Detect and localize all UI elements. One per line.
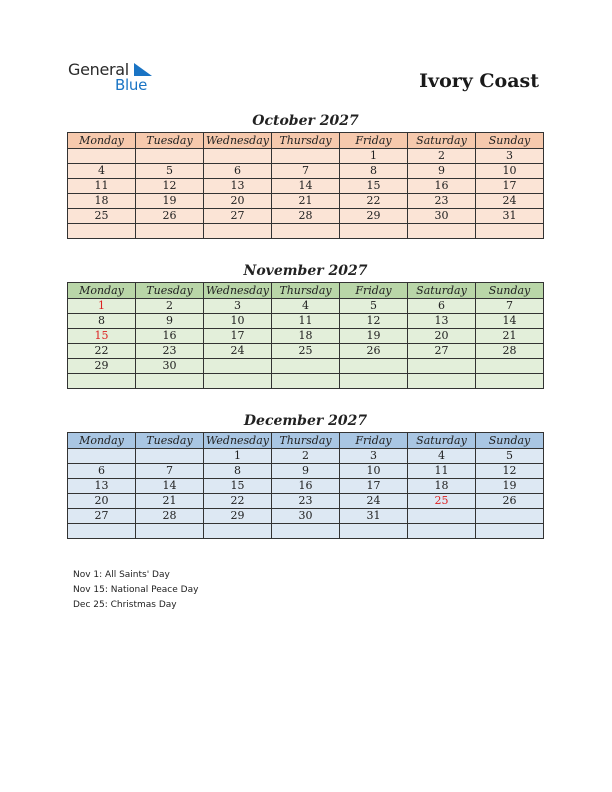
day-cell: 6 xyxy=(68,464,136,479)
day-cell xyxy=(68,149,136,164)
day-cell: 2 xyxy=(408,149,476,164)
week-row xyxy=(68,209,544,224)
day-cell: 24 xyxy=(476,194,544,209)
day-cell: 5 xyxy=(136,164,204,179)
day-cell: 10 xyxy=(476,164,544,179)
month-title: October 2027 xyxy=(252,113,359,129)
week-row xyxy=(68,374,544,389)
day-cell: 21 xyxy=(476,329,544,344)
day-cell: 11 xyxy=(408,464,476,479)
day-cell: 14 xyxy=(272,179,340,194)
week-row xyxy=(68,329,544,344)
day-cell: 27 xyxy=(204,209,272,224)
calendar-body xyxy=(68,299,544,389)
generalblue-logo xyxy=(68,60,168,96)
day-cell: 11 xyxy=(68,179,136,194)
day-cell: 23 xyxy=(136,344,204,359)
weekday-header: Wednesday xyxy=(204,133,272,149)
day-cell xyxy=(476,224,544,239)
day-cell xyxy=(408,374,476,389)
day-cell: 26 xyxy=(476,494,544,509)
month-title: November 2027 xyxy=(243,263,368,279)
day-cell: 17 xyxy=(476,179,544,194)
day-cell: 16 xyxy=(136,329,204,344)
weekday-header: Wednesday xyxy=(204,283,272,299)
day-cell: 13 xyxy=(68,479,136,494)
day-cell xyxy=(476,509,544,524)
day-cell: 30 xyxy=(136,359,204,374)
day-cell xyxy=(340,524,408,539)
day-cell: 29 xyxy=(340,209,408,224)
day-cell: 17 xyxy=(204,329,272,344)
day-cell: 9 xyxy=(408,164,476,179)
day-cell: 25 xyxy=(272,344,340,359)
weekday-header-row xyxy=(68,133,544,149)
day-cell xyxy=(68,449,136,464)
day-cell: 9 xyxy=(272,464,340,479)
weekday-header: Saturday xyxy=(408,433,476,449)
day-cell: 8 xyxy=(204,464,272,479)
weekday-header: Friday xyxy=(340,133,408,149)
day-cell xyxy=(136,149,204,164)
day-cell: 28 xyxy=(272,209,340,224)
day-cell: 15 xyxy=(340,179,408,194)
day-cell: 7 xyxy=(136,464,204,479)
day-cell xyxy=(204,524,272,539)
day-cell: 16 xyxy=(272,479,340,494)
calendar-table xyxy=(67,432,544,539)
week-row xyxy=(68,179,544,194)
day-cell: 22 xyxy=(68,344,136,359)
day-cell: 1 xyxy=(340,149,408,164)
weekday-header: Sunday xyxy=(476,283,544,299)
day-cell: 7 xyxy=(476,299,544,314)
month-november xyxy=(67,262,544,389)
day-cell xyxy=(408,524,476,539)
day-cell: 4 xyxy=(272,299,340,314)
weekday-header: Friday xyxy=(340,283,408,299)
day-cell: 26 xyxy=(136,209,204,224)
day-cell xyxy=(68,224,136,239)
day-cell: 26 xyxy=(340,344,408,359)
day-cell xyxy=(136,374,204,389)
week-row xyxy=(68,479,544,494)
day-cell: 11 xyxy=(272,314,340,329)
day-cell: 23 xyxy=(408,194,476,209)
day-cell: 4 xyxy=(408,449,476,464)
day-cell: 12 xyxy=(136,179,204,194)
day-cell: 20 xyxy=(68,494,136,509)
weekday-header-row xyxy=(68,283,544,299)
day-cell xyxy=(272,224,340,239)
weekday-header: Sunday xyxy=(476,433,544,449)
day-cell: 19 xyxy=(476,479,544,494)
holiday-notes xyxy=(73,568,198,613)
day-cell: 16 xyxy=(408,179,476,194)
day-cell: 28 xyxy=(136,509,204,524)
day-cell: 10 xyxy=(340,464,408,479)
day-cell: 22 xyxy=(204,494,272,509)
holiday-note: Dec 25: Christmas Day xyxy=(73,600,177,610)
day-cell: 22 xyxy=(340,194,408,209)
day-cell: 12 xyxy=(340,314,408,329)
week-row xyxy=(68,164,544,179)
month-october xyxy=(67,112,544,239)
day-cell xyxy=(204,359,272,374)
day-cell: 15 xyxy=(204,479,272,494)
day-cell: 24 xyxy=(204,344,272,359)
day-cell: 21 xyxy=(272,194,340,209)
day-cell xyxy=(204,374,272,389)
day-cell: 27 xyxy=(68,509,136,524)
weekday-header: Saturday xyxy=(408,133,476,149)
weekday-header: Friday xyxy=(340,433,408,449)
day-cell: 18 xyxy=(408,479,476,494)
day-cell xyxy=(136,524,204,539)
week-row xyxy=(68,359,544,374)
week-row xyxy=(68,494,544,509)
day-cell: 21 xyxy=(136,494,204,509)
day-cell: 3 xyxy=(340,449,408,464)
day-cell: 2 xyxy=(272,449,340,464)
day-cell: 3 xyxy=(476,149,544,164)
month-title: December 2027 xyxy=(243,413,368,429)
day-cell: 8 xyxy=(340,164,408,179)
calendar-body xyxy=(68,449,544,539)
day-cell xyxy=(136,224,204,239)
day-cell: 27 xyxy=(408,344,476,359)
day-cell xyxy=(68,524,136,539)
day-cell: 3 xyxy=(204,299,272,314)
day-cell xyxy=(476,374,544,389)
day-cell: 18 xyxy=(68,194,136,209)
week-row xyxy=(68,149,544,164)
day-cell xyxy=(340,374,408,389)
day-cell: 5 xyxy=(476,449,544,464)
week-row xyxy=(68,449,544,464)
day-cell: 5 xyxy=(340,299,408,314)
weekday-header: Thursday xyxy=(272,433,340,449)
month-december xyxy=(67,412,544,539)
country-title: Ivory Coast xyxy=(419,70,539,92)
week-row xyxy=(68,299,544,314)
weekday-header: Tuesday xyxy=(136,133,204,149)
day-cell: 20 xyxy=(408,329,476,344)
weekday-header: Monday xyxy=(68,133,136,149)
day-cell xyxy=(408,509,476,524)
day-cell xyxy=(340,359,408,374)
day-cell: 4 xyxy=(68,164,136,179)
day-cell: 10 xyxy=(204,314,272,329)
week-row xyxy=(68,314,544,329)
day-cell xyxy=(476,359,544,374)
week-row xyxy=(68,509,544,524)
weekday-header: Thursday xyxy=(272,133,340,149)
day-cell: 19 xyxy=(136,194,204,209)
day-cell: 28 xyxy=(476,344,544,359)
day-cell: 31 xyxy=(340,509,408,524)
day-cell: 20 xyxy=(204,194,272,209)
day-cell xyxy=(136,449,204,464)
day-cell: 30 xyxy=(408,209,476,224)
day-cell: 31 xyxy=(476,209,544,224)
calendar-table xyxy=(67,132,544,239)
holiday-note: Nov 15: National Peace Day xyxy=(73,585,199,595)
day-cell xyxy=(476,524,544,539)
day-cell: 12 xyxy=(476,464,544,479)
day-cell: 30 xyxy=(272,509,340,524)
logo-triangle-icon xyxy=(134,63,152,77)
weekday-header-row xyxy=(68,433,544,449)
day-cell: 9 xyxy=(136,314,204,329)
day-cell xyxy=(272,524,340,539)
day-cell: 15 xyxy=(68,329,136,344)
week-row xyxy=(68,344,544,359)
day-cell: 13 xyxy=(204,179,272,194)
calendar-table xyxy=(67,282,544,389)
day-cell: 17 xyxy=(340,479,408,494)
day-cell xyxy=(272,374,340,389)
day-cell: 25 xyxy=(68,209,136,224)
weekday-header: Tuesday xyxy=(136,433,204,449)
day-cell: 7 xyxy=(272,164,340,179)
weekday-header: Monday xyxy=(68,283,136,299)
day-cell xyxy=(204,224,272,239)
day-cell xyxy=(408,224,476,239)
weekday-header: Wednesday xyxy=(204,433,272,449)
week-row xyxy=(68,524,544,539)
day-cell: 6 xyxy=(408,299,476,314)
day-cell: 23 xyxy=(272,494,340,509)
day-cell xyxy=(272,149,340,164)
day-cell: 1 xyxy=(204,449,272,464)
day-cell xyxy=(272,359,340,374)
day-cell: 13 xyxy=(408,314,476,329)
weekday-header: Tuesday xyxy=(136,283,204,299)
holiday-note: Nov 1: All Saints' Day xyxy=(73,570,170,580)
day-cell: 8 xyxy=(68,314,136,329)
day-cell: 14 xyxy=(476,314,544,329)
day-cell: 24 xyxy=(340,494,408,509)
day-cell: 29 xyxy=(68,359,136,374)
day-cell: 6 xyxy=(204,164,272,179)
calendar-body xyxy=(68,149,544,239)
weekday-header: Saturday xyxy=(408,283,476,299)
logo-text-general: General xyxy=(68,60,129,79)
day-cell xyxy=(408,359,476,374)
day-cell: 19 xyxy=(340,329,408,344)
day-cell: 1 xyxy=(68,299,136,314)
weekday-header: Monday xyxy=(68,433,136,449)
week-row xyxy=(68,224,544,239)
day-cell: 14 xyxy=(136,479,204,494)
weekday-header: Sunday xyxy=(476,133,544,149)
day-cell xyxy=(340,224,408,239)
logo-text-blue: Blue xyxy=(115,76,147,94)
day-cell: 25 xyxy=(408,494,476,509)
day-cell xyxy=(68,374,136,389)
day-cell: 18 xyxy=(272,329,340,344)
weekday-header: Thursday xyxy=(272,283,340,299)
day-cell xyxy=(204,149,272,164)
day-cell: 29 xyxy=(204,509,272,524)
week-row xyxy=(68,194,544,209)
week-row xyxy=(68,464,544,479)
day-cell: 2 xyxy=(136,299,204,314)
